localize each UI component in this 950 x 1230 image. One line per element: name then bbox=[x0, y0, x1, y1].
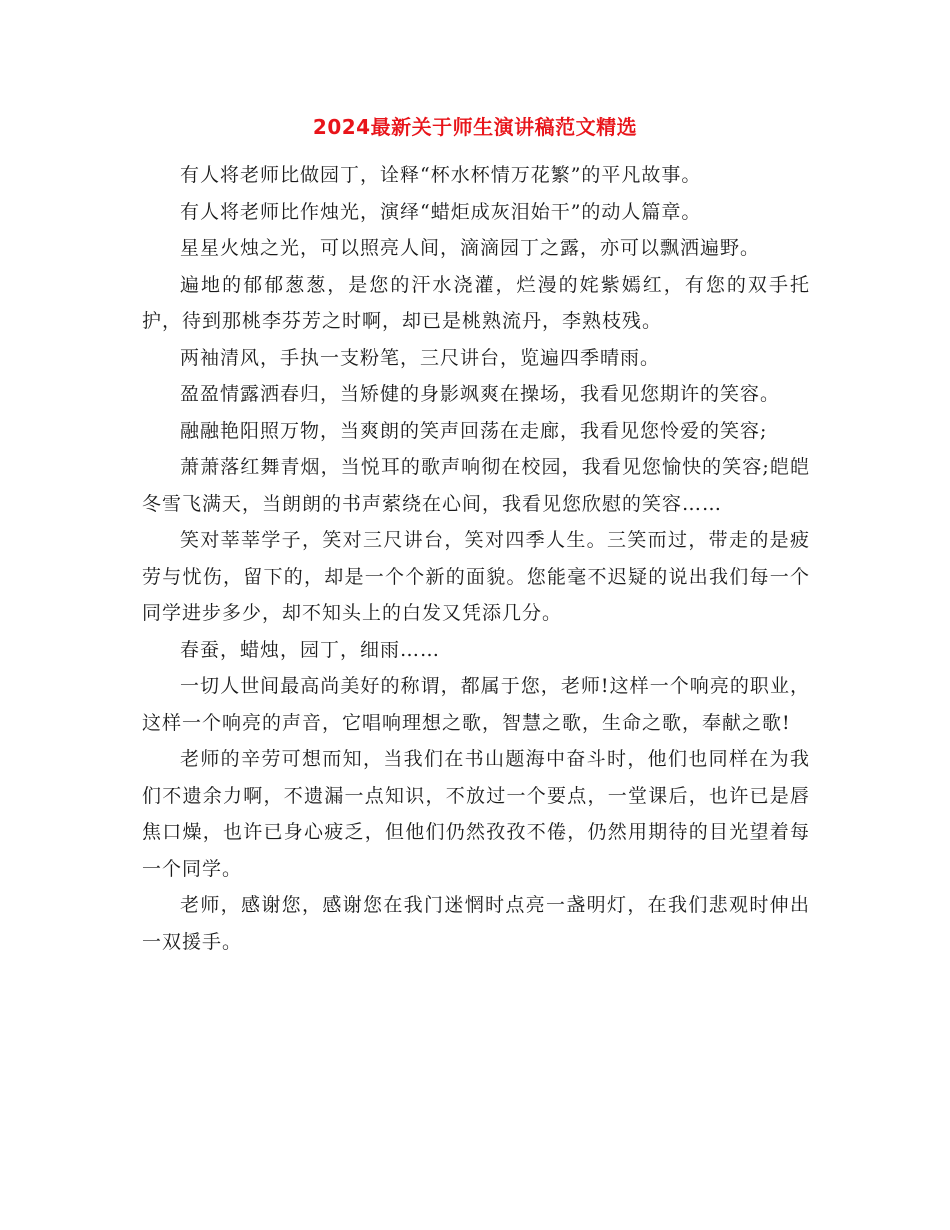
paragraph: 春蚕，蜡烛，园丁，细雨…… bbox=[180, 638, 441, 661]
paragraph: 两袖清风，手执一支粉笔，三尺讲台，览遍四季晴雨。 bbox=[180, 346, 661, 369]
paragraph: 笑对莘莘学子，笑对三尺讲台，笑对四季人生。三笑而过，带走的是疲劳与忧伤，留下的，却是一个个新的面貌。您能毫不迟疑的说出我们每一个同学进步多少，却不知头上的白发又凭添几分。 bbox=[142, 529, 810, 624]
paragraph: 老师，感谢您，感谢您在我门迷惘时点亮一盏明灯，在我们悲观时伸出一双援手。 bbox=[142, 894, 810, 953]
paragraph: 有人将老师比作烛光，演绎“蜡炬成灰泪始干”的动人篇章。 bbox=[180, 200, 702, 223]
paragraph: 盈盈情露洒春归，当矫健的身影飒爽在操场，我看见您期许的笑容。 bbox=[180, 383, 781, 405]
document-body bbox=[142, 157, 810, 960]
paragraph: 融融艳阳照万物，当爽朗的笑声回荡在走廊，我看见您怜爱的笑容; bbox=[180, 419, 768, 442]
paragraph: 遍地的郁郁葱葱，是您的汗水浇灌，烂漫的姹紫嫣红，有您的双手托护，待到那桃李芬芳之时啊，却已是桃熟流丹，李熟枝残。 bbox=[142, 273, 810, 332]
document-title: 2024最新关于师生演讲稿范文精选 bbox=[312, 115, 638, 139]
paragraph: 星星火烛之光，可以照亮人间，滴滴园丁之露，亦可以飘洒遍野。 bbox=[180, 237, 761, 259]
paragraph: 有人将老师比做园丁，诠释“杯水杯情万花繁”的平凡故事。 bbox=[180, 164, 702, 186]
paragraph: 老师的辛劳可想而知，当我们在书山题海中奋斗时，他们也同样在为我们不遗余力啊，不遗漏一点知识，不放过一个要点，一堂课后，也许已是唇焦口燥，也许已身心疲乏，但他们仍然孜孜不倦，仍然用期待的目光望着每一个同学。 bbox=[142, 748, 810, 880]
paragraph: 一切人世间最高尚美好的称谓，都属于您，老师!这样一个响亮的职业，这样一个响亮的声音，它唱响理想之歌，智慧之歌，生命之歌，奉献之歌! bbox=[142, 675, 810, 734]
paragraph: 萧萧落红舞青烟，当悦耳的歌声响彻在校园，我看见您愉快的笑容;皑皑冬雪飞满天，当朗朗的书声萦绕在心间，我看见您欣慰的笑容…… bbox=[142, 456, 810, 515]
